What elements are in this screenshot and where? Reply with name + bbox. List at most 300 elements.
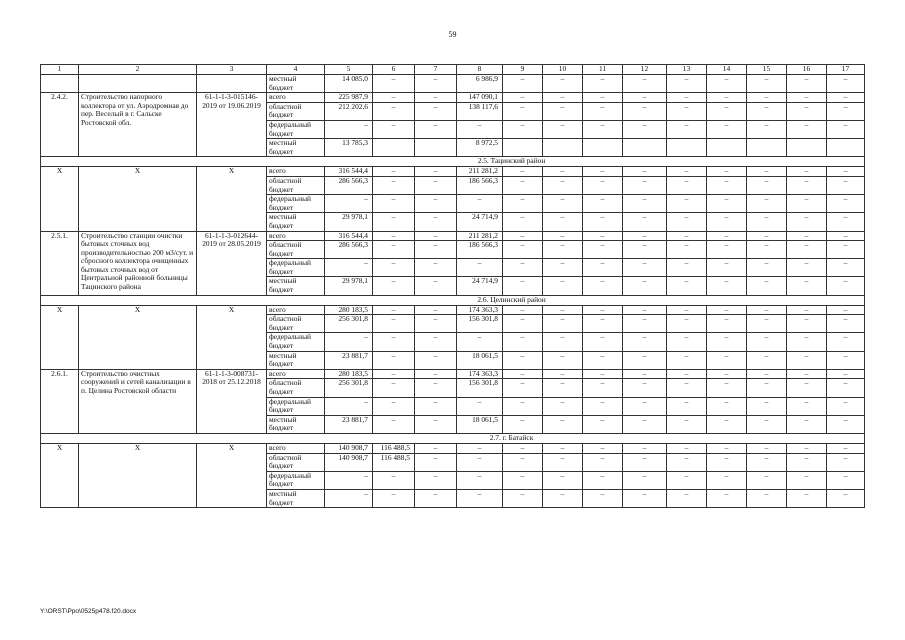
- value-col13: –: [667, 415, 707, 433]
- value-col14: –: [707, 176, 747, 194]
- value-col17: –: [827, 379, 865, 397]
- item-number: 2.5.1.: [41, 231, 79, 295]
- value-col16: –: [787, 351, 827, 369]
- value-col7: [415, 139, 457, 157]
- value-col14: –: [707, 305, 747, 315]
- value-col17: –: [827, 369, 865, 379]
- budget-label: всего: [267, 369, 325, 379]
- value-col15: –: [747, 333, 787, 351]
- value-col14: –: [707, 415, 747, 433]
- value-col8: 8 972,5: [457, 139, 503, 157]
- value-total: –: [325, 120, 373, 138]
- item-number: Х: [41, 167, 79, 231]
- value-col12: –: [623, 397, 667, 415]
- value-col11: –: [583, 305, 623, 315]
- value-col17: –: [827, 93, 865, 103]
- value-total: 140 908,7: [325, 443, 373, 453]
- group-25-row: [41, 167, 865, 177]
- value-col14: –: [707, 351, 747, 369]
- value-col8: 24 714,9: [457, 213, 503, 231]
- value-col7: –: [415, 415, 457, 433]
- value-col14: –: [707, 259, 747, 277]
- value-col14: –: [707, 453, 747, 471]
- value-total: 286 566,3: [325, 241, 373, 259]
- item-number: 2.4.2.: [41, 93, 79, 157]
- value-col8: –: [457, 120, 503, 138]
- value-col11: –: [583, 75, 623, 93]
- value-col9: –: [503, 167, 543, 177]
- value-total: 14 085,0: [325, 75, 373, 93]
- value-col15: –: [747, 315, 787, 333]
- value-col14: –: [707, 213, 747, 231]
- item-261-row: [41, 369, 865, 379]
- value-col9: –: [503, 379, 543, 397]
- value-col6: –: [373, 231, 415, 241]
- value-col8: –: [457, 489, 503, 507]
- value-col16: –: [787, 305, 827, 315]
- column-header: 10: [543, 65, 583, 75]
- value-col8: –: [457, 471, 503, 489]
- value-col15: –: [747, 102, 787, 120]
- section-row: [41, 433, 865, 443]
- value-col8: 156 301,8: [457, 315, 503, 333]
- value-col13: –: [667, 75, 707, 93]
- value-col11: –: [583, 167, 623, 177]
- value-col7: –: [415, 93, 457, 103]
- value-col9: [503, 139, 543, 157]
- value-col6: –: [373, 379, 415, 397]
- value-col16: –: [787, 471, 827, 489]
- value-col13: –: [667, 167, 707, 177]
- value-col6: –: [373, 176, 415, 194]
- value-total: 23 881,7: [325, 415, 373, 433]
- value-col16: –: [787, 333, 827, 351]
- value-col15: –: [747, 93, 787, 103]
- value-total: 286 566,3: [325, 176, 373, 194]
- value-col11: –: [583, 369, 623, 379]
- value-col10: [543, 139, 583, 157]
- value-col12: –: [623, 241, 667, 259]
- value-col9: –: [503, 333, 543, 351]
- value-col6: –: [373, 315, 415, 333]
- value-col6: –: [373, 489, 415, 507]
- value-col13: –: [667, 351, 707, 369]
- value-col12: –: [623, 213, 667, 231]
- value-col12: –: [623, 379, 667, 397]
- value-col12: –: [623, 120, 667, 138]
- value-col16: [787, 139, 827, 157]
- value-col14: –: [707, 75, 747, 93]
- value-total: –: [325, 489, 373, 507]
- value-col17: –: [827, 351, 865, 369]
- value-col13: –: [667, 379, 707, 397]
- column-header: 3: [197, 65, 267, 75]
- value-col17: –: [827, 315, 865, 333]
- budget-label: всего: [267, 443, 325, 453]
- value-col7: –: [415, 471, 457, 489]
- value-col6: –: [373, 415, 415, 433]
- budget-label: местный бюджет: [267, 351, 325, 369]
- value-col17: –: [827, 259, 865, 277]
- value-col12: –: [623, 351, 667, 369]
- column-header: 6: [373, 65, 415, 75]
- value-col10: –: [543, 120, 583, 138]
- value-col14: –: [707, 369, 747, 379]
- value-col12: –: [623, 369, 667, 379]
- value-col16: –: [787, 397, 827, 415]
- budget-table: [40, 64, 865, 508]
- value-col9: –: [503, 259, 543, 277]
- value-col8: –: [457, 333, 503, 351]
- value-col17: –: [827, 102, 865, 120]
- value-col16: –: [787, 443, 827, 453]
- value-col9: –: [503, 195, 543, 213]
- value-col8: –: [457, 453, 503, 471]
- value-col7: –: [415, 259, 457, 277]
- value-col9: –: [503, 315, 543, 333]
- value-col7: –: [415, 351, 457, 369]
- value-col7: –: [415, 120, 457, 138]
- value-col13: –: [667, 241, 707, 259]
- budget-label: федеральный бюджет: [267, 195, 325, 213]
- value-col17: –: [827, 277, 865, 295]
- value-col7: –: [415, 213, 457, 231]
- section-title: 2.5. Тацинский район: [41, 157, 865, 167]
- value-col6: –: [373, 471, 415, 489]
- item-name: [79, 75, 197, 93]
- value-total: –: [325, 333, 373, 351]
- value-col17: –: [827, 397, 865, 415]
- value-total: 316 544,4: [325, 231, 373, 241]
- value-col12: –: [623, 102, 667, 120]
- value-col10: –: [543, 333, 583, 351]
- value-col16: –: [787, 102, 827, 120]
- value-col8: 211 281,2: [457, 231, 503, 241]
- item-code: Х: [197, 167, 267, 231]
- value-col12: –: [623, 231, 667, 241]
- value-col17: –: [827, 471, 865, 489]
- value-col17: –: [827, 176, 865, 194]
- value-total: –: [325, 397, 373, 415]
- value-col14: –: [707, 443, 747, 453]
- value-col17: –: [827, 120, 865, 138]
- column-header: 13: [667, 65, 707, 75]
- value-col12: –: [623, 333, 667, 351]
- column-header: 17: [827, 65, 865, 75]
- value-col17: –: [827, 333, 865, 351]
- value-col9: –: [503, 453, 543, 471]
- value-col6: –: [373, 120, 415, 138]
- value-col13: –: [667, 453, 707, 471]
- value-col15: –: [747, 75, 787, 93]
- value-col16: –: [787, 93, 827, 103]
- item-number: Х: [41, 305, 79, 369]
- value-col13: –: [667, 213, 707, 231]
- value-col10: –: [543, 351, 583, 369]
- value-total: 29 978,1: [325, 277, 373, 295]
- value-col8: 18 061,5: [457, 351, 503, 369]
- column-header: 14: [707, 65, 747, 75]
- value-col14: –: [707, 167, 747, 177]
- section-title: 2.7. г. Батайск: [41, 433, 865, 443]
- value-col7: –: [415, 167, 457, 177]
- value-col6: –: [373, 305, 415, 315]
- value-col14: –: [707, 471, 747, 489]
- value-col15: –: [747, 489, 787, 507]
- value-col16: –: [787, 176, 827, 194]
- value-col14: [707, 139, 747, 157]
- value-col6: –: [373, 277, 415, 295]
- value-col15: –: [747, 120, 787, 138]
- value-col14: –: [707, 277, 747, 295]
- value-col9: –: [503, 213, 543, 231]
- value-col15: –: [747, 277, 787, 295]
- value-col16: –: [787, 489, 827, 507]
- value-col10: –: [543, 471, 583, 489]
- value-col8: –: [457, 443, 503, 453]
- value-col6: –: [373, 333, 415, 351]
- value-col15: –: [747, 213, 787, 231]
- value-col13: –: [667, 369, 707, 379]
- column-header-row: [41, 65, 865, 75]
- value-col16: –: [787, 120, 827, 138]
- value-col10: –: [543, 369, 583, 379]
- value-col14: –: [707, 333, 747, 351]
- value-col13: –: [667, 305, 707, 315]
- value-col9: –: [503, 241, 543, 259]
- value-col13: –: [667, 397, 707, 415]
- value-col6: 116 488,5: [373, 443, 415, 453]
- value-col12: –: [623, 305, 667, 315]
- value-col10: –: [543, 315, 583, 333]
- value-col13: –: [667, 120, 707, 138]
- value-col9: –: [503, 471, 543, 489]
- value-col15: –: [747, 176, 787, 194]
- value-col9: –: [503, 443, 543, 453]
- budget-label: всего: [267, 167, 325, 177]
- item-name: Х: [79, 305, 197, 369]
- continuation-row: [41, 75, 865, 93]
- value-col6: –: [373, 259, 415, 277]
- value-col7: –: [415, 489, 457, 507]
- section-row: [41, 295, 865, 305]
- value-col10: –: [543, 167, 583, 177]
- budget-label: местный бюджет: [267, 139, 325, 157]
- value-col13: –: [667, 489, 707, 507]
- value-col9: –: [503, 305, 543, 315]
- value-col10: –: [543, 213, 583, 231]
- value-total: 256 301,8: [325, 315, 373, 333]
- column-header: 9: [503, 65, 543, 75]
- value-col15: –: [747, 471, 787, 489]
- value-col15: –: [747, 351, 787, 369]
- value-col6: –: [373, 351, 415, 369]
- item-number: Х: [41, 443, 79, 507]
- value-col9: –: [503, 369, 543, 379]
- value-col11: –: [583, 93, 623, 103]
- value-col17: –: [827, 231, 865, 241]
- value-total: –: [325, 471, 373, 489]
- value-col17: –: [827, 75, 865, 93]
- value-col16: –: [787, 369, 827, 379]
- value-col15: –: [747, 379, 787, 397]
- budget-label: областной бюджет: [267, 315, 325, 333]
- value-col16: –: [787, 415, 827, 433]
- value-col11: –: [583, 315, 623, 333]
- value-col11: –: [583, 231, 623, 241]
- value-col13: –: [667, 259, 707, 277]
- value-col10: –: [543, 231, 583, 241]
- item-name: Х: [79, 443, 197, 507]
- value-col9: –: [503, 397, 543, 415]
- value-col12: –: [623, 471, 667, 489]
- group-26-row: [41, 305, 865, 315]
- value-col13: –: [667, 93, 707, 103]
- value-col9: –: [503, 351, 543, 369]
- value-col7: –: [415, 231, 457, 241]
- value-col9: –: [503, 277, 543, 295]
- value-col10: –: [543, 397, 583, 415]
- value-col10: –: [543, 176, 583, 194]
- item-code: 61-1-1-3-015146-2019 от 19.06.2019: [197, 93, 267, 157]
- value-col9: –: [503, 102, 543, 120]
- value-col14: –: [707, 231, 747, 241]
- value-col16: –: [787, 241, 827, 259]
- value-col11: –: [583, 259, 623, 277]
- value-col12: –: [623, 167, 667, 177]
- value-col12: –: [623, 277, 667, 295]
- value-col11: [583, 139, 623, 157]
- value-col13: –: [667, 443, 707, 453]
- value-col16: –: [787, 167, 827, 177]
- value-col16: –: [787, 315, 827, 333]
- value-col11: –: [583, 351, 623, 369]
- value-col17: [827, 139, 865, 157]
- value-col14: –: [707, 93, 747, 103]
- value-col12: –: [623, 453, 667, 471]
- value-col13: –: [667, 333, 707, 351]
- item-242-row: [41, 93, 865, 103]
- value-col14: –: [707, 489, 747, 507]
- value-col8: 174 363,3: [457, 369, 503, 379]
- value-col17: –: [827, 489, 865, 507]
- value-col16: –: [787, 75, 827, 93]
- value-col13: –: [667, 231, 707, 241]
- value-col17: –: [827, 241, 865, 259]
- value-col14: –: [707, 195, 747, 213]
- value-col16: –: [787, 259, 827, 277]
- footer-file-path: Y:\ORST\Ppo\0525p478.f20.docx: [40, 608, 137, 615]
- value-col15: –: [747, 415, 787, 433]
- value-col12: –: [623, 489, 667, 507]
- page-number: 59: [448, 30, 457, 39]
- value-col6: –: [373, 213, 415, 231]
- value-col16: –: [787, 453, 827, 471]
- column-header: 8: [457, 65, 503, 75]
- value-col8: 186 566,3: [457, 176, 503, 194]
- item-code: Х: [197, 305, 267, 369]
- value-col17: –: [827, 213, 865, 231]
- value-col15: –: [747, 443, 787, 453]
- value-col17: –: [827, 305, 865, 315]
- value-col8: 18 061,5: [457, 415, 503, 433]
- budget-label: местный бюджет: [267, 415, 325, 433]
- value-col14: –: [707, 379, 747, 397]
- budget-label: местный бюджет: [267, 277, 325, 295]
- value-col11: –: [583, 489, 623, 507]
- budget-label: всего: [267, 231, 325, 241]
- value-col16: –: [787, 379, 827, 397]
- value-col11: –: [583, 241, 623, 259]
- value-col14: –: [707, 241, 747, 259]
- value-col6: 116 488,5: [373, 453, 415, 471]
- value-col10: –: [543, 305, 583, 315]
- value-col9: –: [503, 120, 543, 138]
- value-col13: –: [667, 277, 707, 295]
- value-col15: –: [747, 259, 787, 277]
- value-col7: –: [415, 75, 457, 93]
- value-col10: –: [543, 489, 583, 507]
- budget-label: областной бюджет: [267, 102, 325, 120]
- value-col8: –: [457, 397, 503, 415]
- value-col16: –: [787, 277, 827, 295]
- value-col10: –: [543, 443, 583, 453]
- item-name: Строительство станции очистки бытовых сточных вод производительностью 200 м3/сут. и сбросного коллектора очищенных бытовых сточных вод от Центральной районной больницы Тацинского района: [79, 231, 197, 295]
- value-col15: –: [747, 453, 787, 471]
- column-header: 12: [623, 65, 667, 75]
- value-col11: –: [583, 213, 623, 231]
- value-col8: 186 566,3: [457, 241, 503, 259]
- column-header: 5: [325, 65, 373, 75]
- value-col12: –: [623, 415, 667, 433]
- item-code: Х: [197, 443, 267, 507]
- budget-label: областной бюджет: [267, 241, 325, 259]
- value-col6: –: [373, 241, 415, 259]
- group-27-row: [41, 443, 865, 453]
- value-col9: –: [503, 415, 543, 433]
- value-col15: –: [747, 241, 787, 259]
- item-name: Строительство напорного коллектора от ул. Аэродромная до пер. Веселый в г. Сальске Ростовской обл.: [79, 93, 197, 157]
- value-total: 256 301,8: [325, 379, 373, 397]
- value-col8: –: [457, 195, 503, 213]
- value-col10: –: [543, 75, 583, 93]
- budget-label: всего: [267, 93, 325, 103]
- budget-label: областной бюджет: [267, 176, 325, 194]
- value-total: 23 881,7: [325, 351, 373, 369]
- value-col11: –: [583, 415, 623, 433]
- value-col11: –: [583, 277, 623, 295]
- value-total: 29 978,1: [325, 213, 373, 231]
- value-col10: –: [543, 195, 583, 213]
- value-col9: –: [503, 93, 543, 103]
- value-col11: –: [583, 443, 623, 453]
- budget-label: местный бюджет: [267, 213, 325, 231]
- value-col7: –: [415, 305, 457, 315]
- value-col10: –: [543, 379, 583, 397]
- value-col14: –: [707, 120, 747, 138]
- value-col6: –: [373, 93, 415, 103]
- value-col12: –: [623, 75, 667, 93]
- value-col10: –: [543, 102, 583, 120]
- value-col6: [373, 139, 415, 157]
- budget-label: федеральный бюджет: [267, 471, 325, 489]
- value-total: 212 202,6: [325, 102, 373, 120]
- item-name: Х: [79, 167, 197, 231]
- value-col11: –: [583, 102, 623, 120]
- value-col17: –: [827, 195, 865, 213]
- value-col13: –: [667, 176, 707, 194]
- value-col7: –: [415, 315, 457, 333]
